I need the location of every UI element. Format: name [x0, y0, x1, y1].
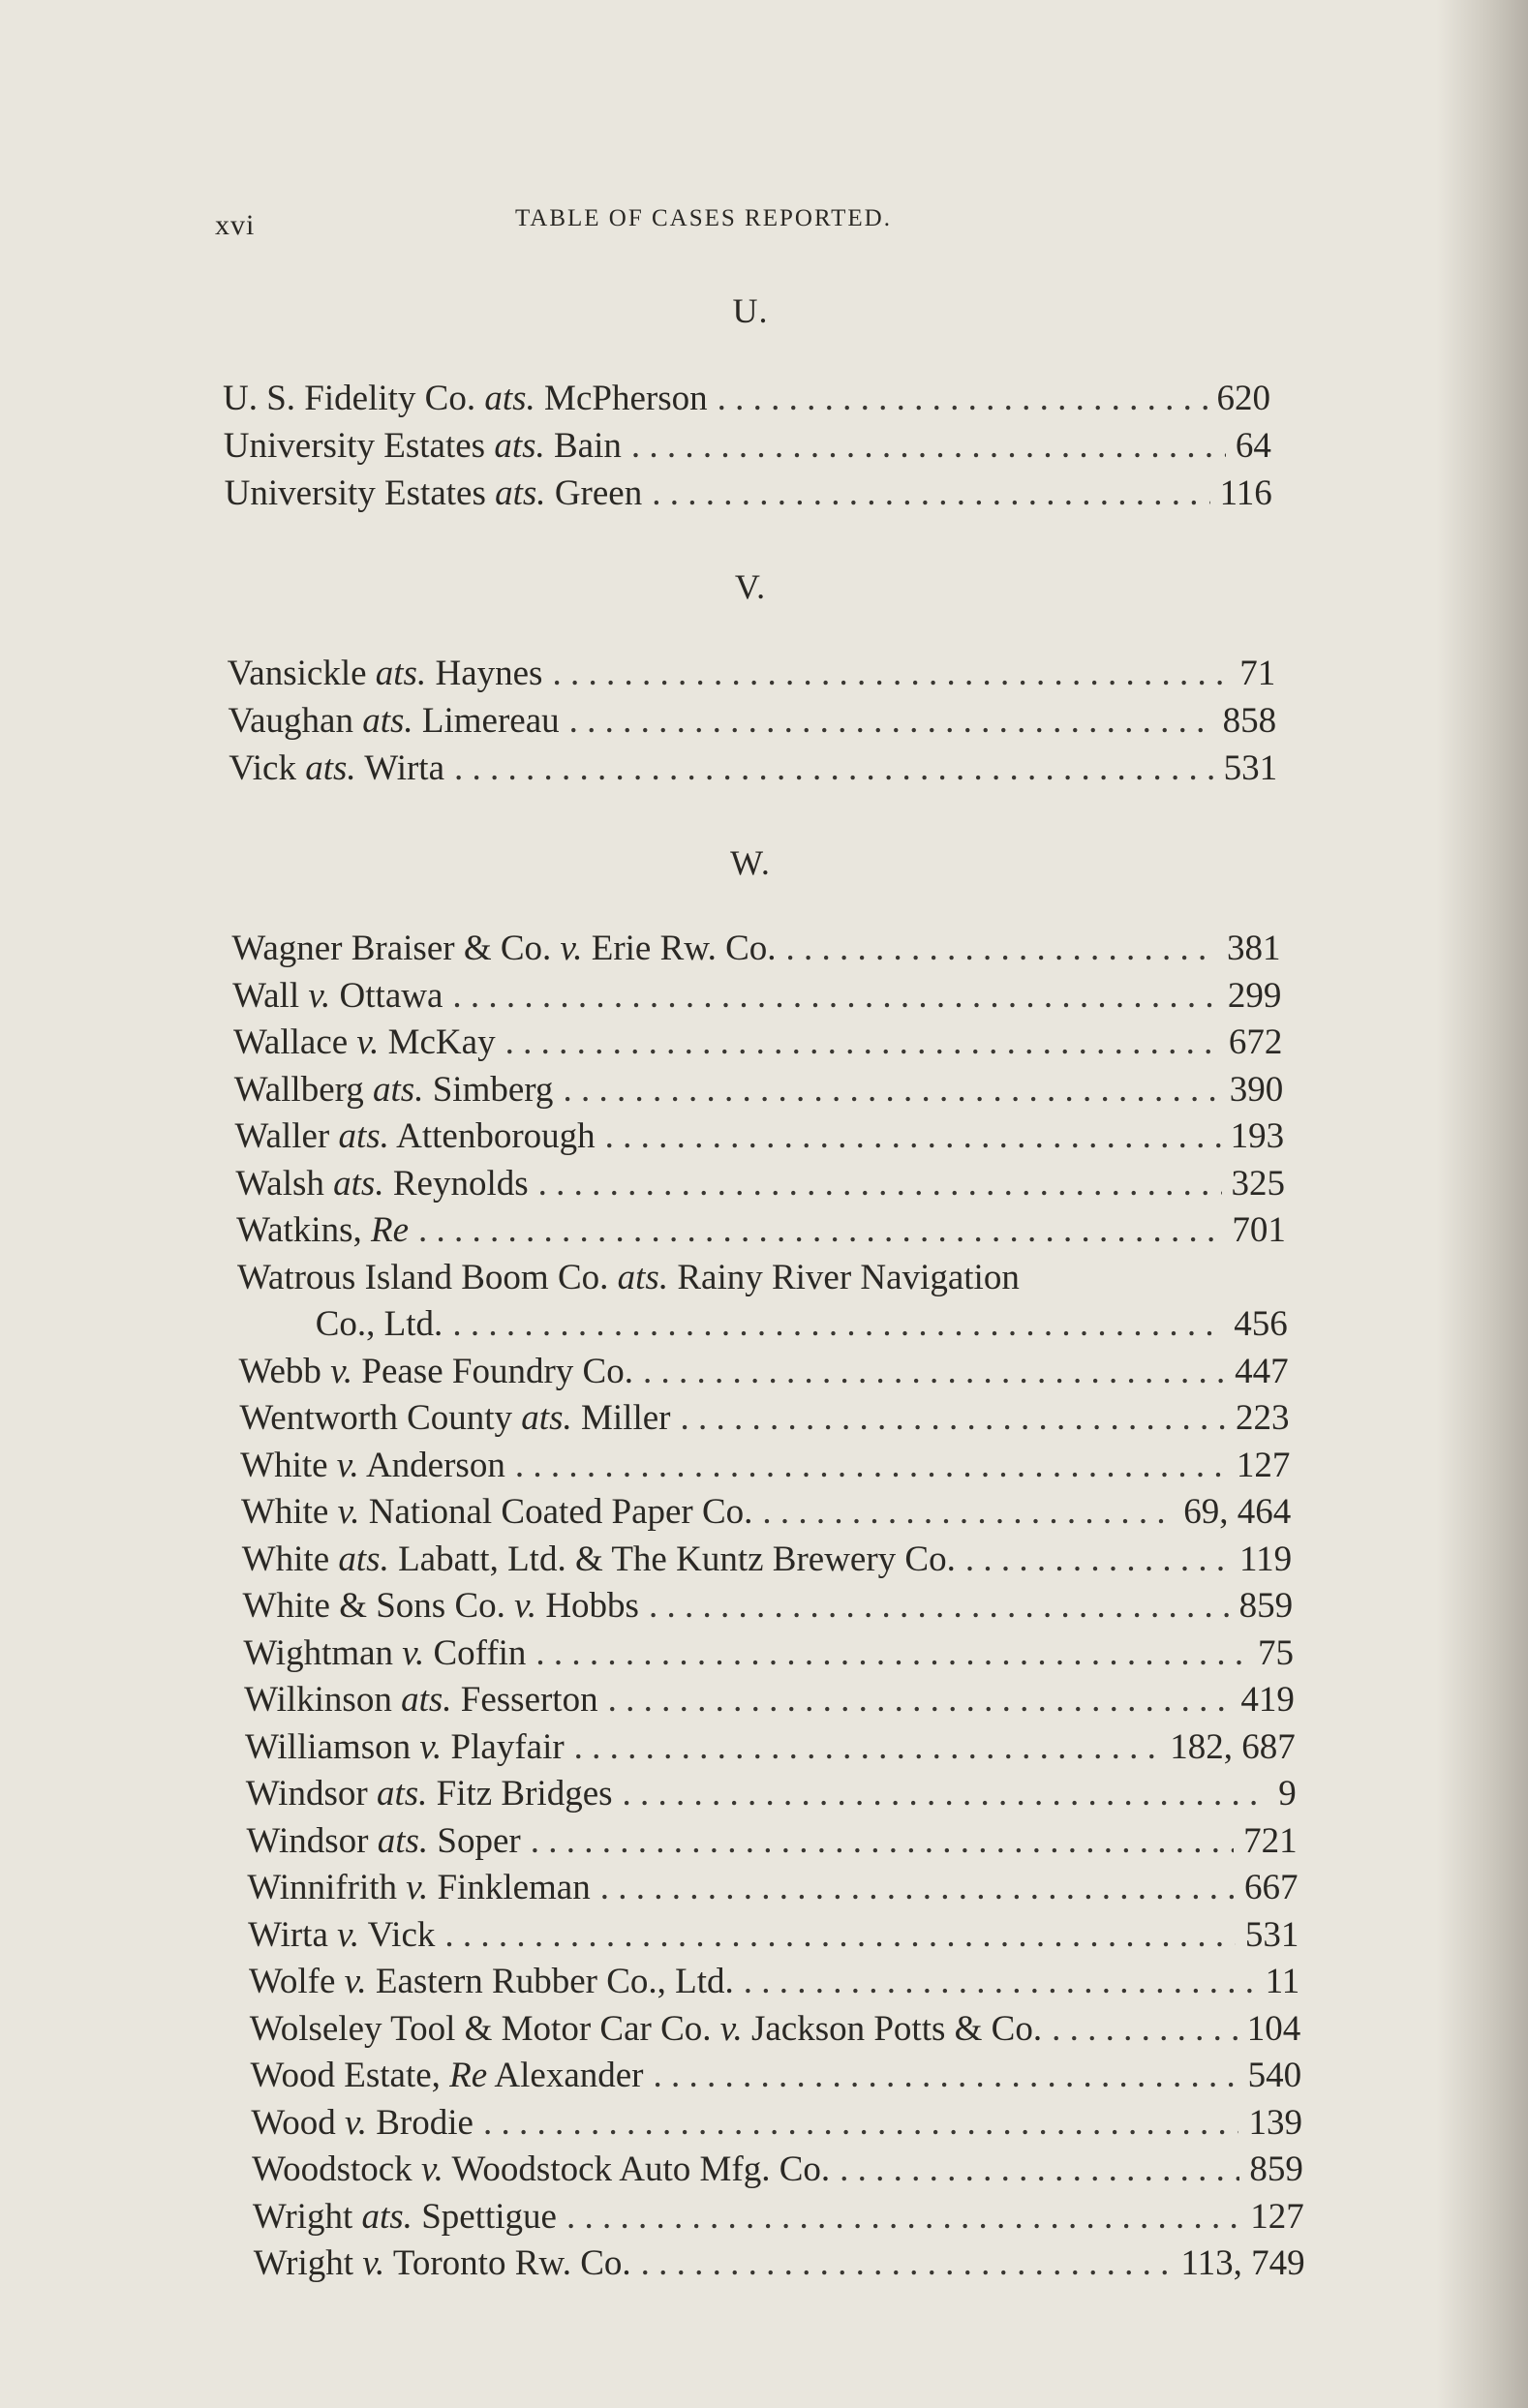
dot-leader [454, 746, 1214, 792]
page-reference: 299 [1227, 975, 1282, 1016]
dot-leader [786, 926, 1217, 972]
case-name [242, 1537, 956, 1583]
case-connector: v. [560, 929, 583, 968]
party-second: Attenborough [396, 1116, 596, 1156]
dot-leader [680, 1395, 1226, 1442]
dot-leader [452, 1301, 1224, 1348]
case-entry [244, 1677, 1295, 1723]
case-connector: ats. [375, 654, 427, 693]
party-second: Playfair [450, 1726, 565, 1767]
party-first: White [240, 1445, 328, 1485]
case-connector: ats. [373, 1069, 424, 1110]
case-entry [245, 1724, 1296, 1771]
party-first: Co., Ltd. [315, 1304, 443, 1344]
case-name [232, 973, 443, 1020]
party-first: Wallace [232, 1022, 349, 1062]
case-connector: v. [344, 1962, 367, 2001]
dot-leader [762, 1489, 1174, 1536]
dot-leader [1052, 2006, 1238, 2053]
case-entry [228, 698, 1276, 745]
page-reference: 223 [1236, 1398, 1290, 1438]
case-name [239, 1395, 670, 1442]
case-name [252, 2147, 830, 2193]
case-name [236, 1207, 409, 1254]
dot-leader [652, 471, 1209, 517]
case-name [249, 1959, 734, 2005]
case-name [229, 746, 444, 792]
case-name [248, 1912, 435, 1959]
case-name [223, 376, 708, 422]
dot-leader [744, 1959, 1256, 2005]
page-reference: 325 [1231, 1163, 1285, 1204]
page-reference: 672 [1228, 1022, 1283, 1062]
dot-leader [566, 2194, 1240, 2240]
party-second: Miller [580, 1398, 671, 1438]
case-connector: v. [337, 1914, 360, 1955]
party-second: Soper [437, 1820, 521, 1861]
dot-leader [535, 1631, 1248, 1677]
page-header [215, 205, 1280, 254]
case-name [234, 1067, 554, 1113]
party-first: Wall [232, 975, 300, 1016]
party-first: Vaughan [228, 701, 353, 741]
case-entry [241, 1489, 1291, 1536]
page-reference: 858 [1222, 701, 1277, 741]
case-entry [228, 651, 1276, 697]
case-connector: v. [514, 1586, 537, 1626]
case-name [238, 1301, 443, 1348]
dot-leader [965, 1537, 1230, 1583]
dot-leader [654, 2053, 1238, 2099]
running-title: TABLE OF CASES REPORTED. [515, 205, 892, 231]
case-name [235, 1113, 596, 1160]
party-second: National Coated Paper Co. [368, 1492, 753, 1532]
party-second: Wirta [364, 748, 445, 788]
case-connector: v. [402, 1632, 425, 1673]
case-connector: ats. [484, 379, 535, 418]
case-entry [246, 1771, 1297, 1817]
case-entry [224, 423, 1271, 470]
case-name [243, 1631, 526, 1677]
case-connector: ats. [361, 2196, 413, 2237]
party-first: Vansickle [227, 654, 367, 693]
case-name [253, 2194, 557, 2240]
case-name [235, 1161, 528, 1207]
party-first: Webb [238, 1351, 321, 1391]
case-entry [239, 1395, 1289, 1442]
case-connector: ats. [521, 1398, 572, 1438]
page-reference: 116 [1219, 473, 1272, 513]
case-connector: v. [420, 2149, 443, 2189]
page-reference: 193 [1230, 1116, 1285, 1156]
party-second: Fitz Bridges [436, 1774, 613, 1814]
case-entry [229, 746, 1277, 792]
dot-leader [605, 1113, 1221, 1160]
page-reference: 620 [1216, 379, 1270, 418]
case-name [251, 2053, 644, 2099]
page-folio: xvi [215, 209, 256, 241]
party-first: Wirta [248, 1914, 328, 1955]
case-entry [233, 1020, 1282, 1066]
case-entry [247, 1818, 1298, 1865]
case-name [254, 2240, 631, 2287]
party-second: Jackson Potts & Co. [750, 2008, 1043, 2049]
case-connector: v. [419, 1726, 443, 1767]
page-reference: 104 [1246, 2008, 1301, 2049]
case-name [245, 1724, 565, 1771]
case-name [237, 1255, 1020, 1301]
case-connector: v. [356, 1022, 380, 1062]
dot-leader [538, 1161, 1222, 1207]
dot-leader [840, 2147, 1239, 2193]
case-entry [225, 471, 1272, 517]
page-reference: 64 [1235, 426, 1271, 466]
case-name [243, 1583, 639, 1630]
party-second: Pease Foundry Co. [361, 1351, 633, 1391]
dot-leader [418, 1207, 1222, 1254]
party-second: Ottawa [339, 975, 443, 1016]
page-reference: 71 [1239, 654, 1276, 693]
dot-leader [718, 376, 1207, 422]
party-second: Erie Rw. Co. [591, 929, 777, 968]
party-first: White & Sons Co. [242, 1586, 505, 1626]
case-name [228, 698, 559, 745]
case-connector: ats. [362, 701, 413, 741]
party-second: Coffin [433, 1632, 527, 1673]
case-name [233, 1020, 496, 1066]
case-entry [240, 1443, 1290, 1489]
page-reference: 419 [1240, 1680, 1295, 1720]
dot-leader [563, 1067, 1219, 1113]
case-entry [235, 1113, 1285, 1160]
party-second: Bain [554, 426, 622, 466]
dot-leader [569, 698, 1213, 745]
dot-leader [641, 2240, 1172, 2287]
dot-leader [631, 423, 1226, 470]
section-heading: V. [734, 567, 767, 606]
case-name [228, 651, 543, 697]
case-entry [239, 1349, 1289, 1395]
party-first: University Estates [223, 426, 486, 466]
case-name [250, 2006, 1042, 2053]
party-second: Labatt, Ltd. & The Kuntz Brewery Co. [398, 1539, 956, 1579]
party-second: Eastern Rubber Co., Ltd. [375, 1962, 734, 2001]
case-entry [243, 1631, 1294, 1677]
case-connector: Re [449, 2056, 488, 2095]
case-name [247, 1818, 521, 1865]
page-reference: 139 [1248, 2102, 1302, 2143]
party-first: Windsor [246, 1820, 369, 1861]
party-first: Watrous Island Boom Co. [236, 1257, 609, 1297]
case-name [251, 2100, 474, 2147]
party-second: Rainy River Navigation [677, 1257, 1020, 1297]
party-first: Walsh [235, 1163, 324, 1204]
party-second: Anderson [365, 1445, 505, 1485]
party-second: Vick [367, 1914, 436, 1955]
dot-leader [505, 1020, 1219, 1066]
case-name [231, 926, 776, 972]
case-connector: v. [308, 975, 331, 1016]
case-name [225, 471, 643, 517]
party-second: Woodstock Auto Mfg. Co. [451, 2149, 831, 2189]
party-first: Winnifrith [247, 1868, 398, 1907]
case-entry [248, 1912, 1299, 1959]
page-reference: 119 [1239, 1539, 1293, 1579]
case-name [244, 1677, 597, 1723]
case-entry [254, 2240, 1305, 2287]
page-reference: 667 [1243, 1868, 1299, 1907]
case-entry [252, 2147, 1303, 2193]
section-heading: W. [730, 843, 771, 882]
case-connector: ats. [338, 1539, 389, 1579]
case-connector: ats. [333, 1163, 384, 1204]
party-second: Alexander [494, 2056, 644, 2095]
party-second: Simberg [432, 1069, 554, 1110]
case-entry [223, 376, 1270, 422]
case-entry [231, 926, 1280, 972]
party-first: Wagner Braiser & Co. [231, 929, 552, 968]
case-connector: v. [330, 1351, 353, 1391]
party-second: Toronto Rw. Co. [392, 2243, 631, 2283]
case-entry [234, 1067, 1283, 1113]
case-entry [253, 2194, 1304, 2240]
dot-leader [600, 1865, 1235, 1911]
page-reference: 531 [1223, 748, 1278, 788]
dot-leader [623, 1771, 1269, 1817]
party-first: White [240, 1492, 329, 1532]
page-reference: 701 [1232, 1210, 1286, 1250]
party-first: Wightman [243, 1632, 394, 1673]
case-entry [235, 1161, 1285, 1207]
party-second: Reynolds [392, 1163, 529, 1204]
party-second: McPherson [544, 379, 708, 418]
case-connector: ats. [401, 1680, 452, 1720]
dot-leader [574, 1724, 1161, 1771]
party-first: Wright [253, 2243, 354, 2283]
party-first: Woodstock [252, 2149, 413, 2189]
page-reference: 531 [1244, 1914, 1299, 1955]
party-first: Wolfe [248, 1962, 336, 2001]
party-second: Hobbs [545, 1586, 639, 1626]
dot-leader [649, 1583, 1230, 1630]
case-connector: v. [345, 2102, 367, 2143]
case-connector: v. [362, 2243, 385, 2283]
party-first: Watkins, [236, 1210, 362, 1250]
case-name [224, 423, 622, 470]
party-first: University Estates [224, 473, 486, 513]
case-connector: v. [406, 1868, 429, 1907]
case-connector: v. [337, 1492, 360, 1532]
case-entry [247, 1865, 1298, 1911]
case-entry [242, 1537, 1292, 1583]
party-first: Windsor [245, 1774, 368, 1814]
case-connector: v. [336, 1445, 359, 1485]
page-reference: 127 [1250, 2196, 1304, 2237]
case-connector: ats. [376, 1774, 428, 1814]
case-connector: ats. [338, 1116, 389, 1156]
page-reference: 381 [1227, 929, 1281, 968]
case-entry [237, 1255, 1287, 1301]
page-reference: 9 [1278, 1774, 1297, 1814]
page-reference: 182, 687 [1170, 1726, 1296, 1767]
party-first: Williamson [244, 1726, 412, 1767]
case-connector: v. [719, 2008, 743, 2049]
case-connector: ats. [617, 1257, 669, 1297]
case-entry [236, 1207, 1286, 1254]
party-first: Wentworth County [239, 1398, 513, 1438]
case-connector: ats. [305, 748, 356, 788]
party-first: Wood Estate, [250, 2056, 441, 2095]
dot-leader [444, 1912, 1236, 1959]
case-connector: Re [370, 1210, 410, 1250]
case-connector: ats. [494, 426, 545, 466]
case-entry [249, 1959, 1299, 2005]
page-reference: 721 [1243, 1820, 1298, 1861]
party-second: Limereau [421, 701, 560, 741]
dot-leader [608, 1677, 1232, 1723]
dot-leader [531, 1818, 1234, 1865]
page-reference: 75 [1258, 1632, 1294, 1673]
case-name [240, 1443, 505, 1489]
party-second: Spettigue [421, 2196, 557, 2237]
page-reference: 11 [1265, 1962, 1300, 2001]
party-first: Wright [252, 2196, 353, 2237]
dot-leader [483, 2100, 1239, 2147]
dot-leader [452, 973, 1218, 1020]
case-connector: ats. [377, 1820, 429, 1861]
page-reference: 540 [1247, 2056, 1302, 2095]
dot-leader [552, 651, 1230, 697]
page-reference: 859 [1249, 2149, 1303, 2189]
dot-leader [643, 1349, 1225, 1395]
party-second: Fesserton [460, 1680, 598, 1720]
case-name [241, 1489, 752, 1536]
party-first: Wilkinson [244, 1680, 392, 1720]
page-reference: 127 [1236, 1445, 1291, 1485]
party-first: Waller [234, 1116, 330, 1156]
case-entry [251, 2053, 1302, 2099]
page-reference: 113, 749 [1180, 2243, 1305, 2283]
page-reference: 859 [1238, 1586, 1294, 1626]
party-second: Brodie [376, 2102, 474, 2143]
case-entry [243, 1583, 1294, 1630]
page-reference: 456 [1234, 1304, 1288, 1344]
party-first: Wolseley Tool & Motor Car Co. [249, 2008, 712, 2049]
party-first: Wood [251, 2102, 336, 2143]
page-reference: 390 [1229, 1069, 1284, 1110]
page-reference: 447 [1235, 1351, 1289, 1391]
dot-leader [515, 1443, 1227, 1489]
case-name [247, 1865, 590, 1911]
party-second: Green [554, 473, 643, 513]
case-entry [251, 2100, 1302, 2147]
case-connector: ats. [495, 473, 546, 513]
section-heading: U. [732, 291, 769, 330]
page-reference: 69, 464 [1183, 1492, 1292, 1532]
party-second: Haynes [435, 654, 543, 693]
party-first: U. S. Fidelity Co. [223, 379, 476, 418]
party-first: Wallberg [233, 1069, 364, 1110]
party-second: McKay [387, 1022, 496, 1062]
party-second: Finkleman [437, 1868, 591, 1907]
case-entry [238, 1301, 1288, 1348]
party-first: Vick [229, 748, 296, 788]
case-name [239, 1349, 633, 1395]
case-name [246, 1771, 613, 1817]
party-first: White [241, 1539, 330, 1579]
case-entry [250, 2006, 1300, 2053]
case-entry [232, 973, 1281, 1020]
